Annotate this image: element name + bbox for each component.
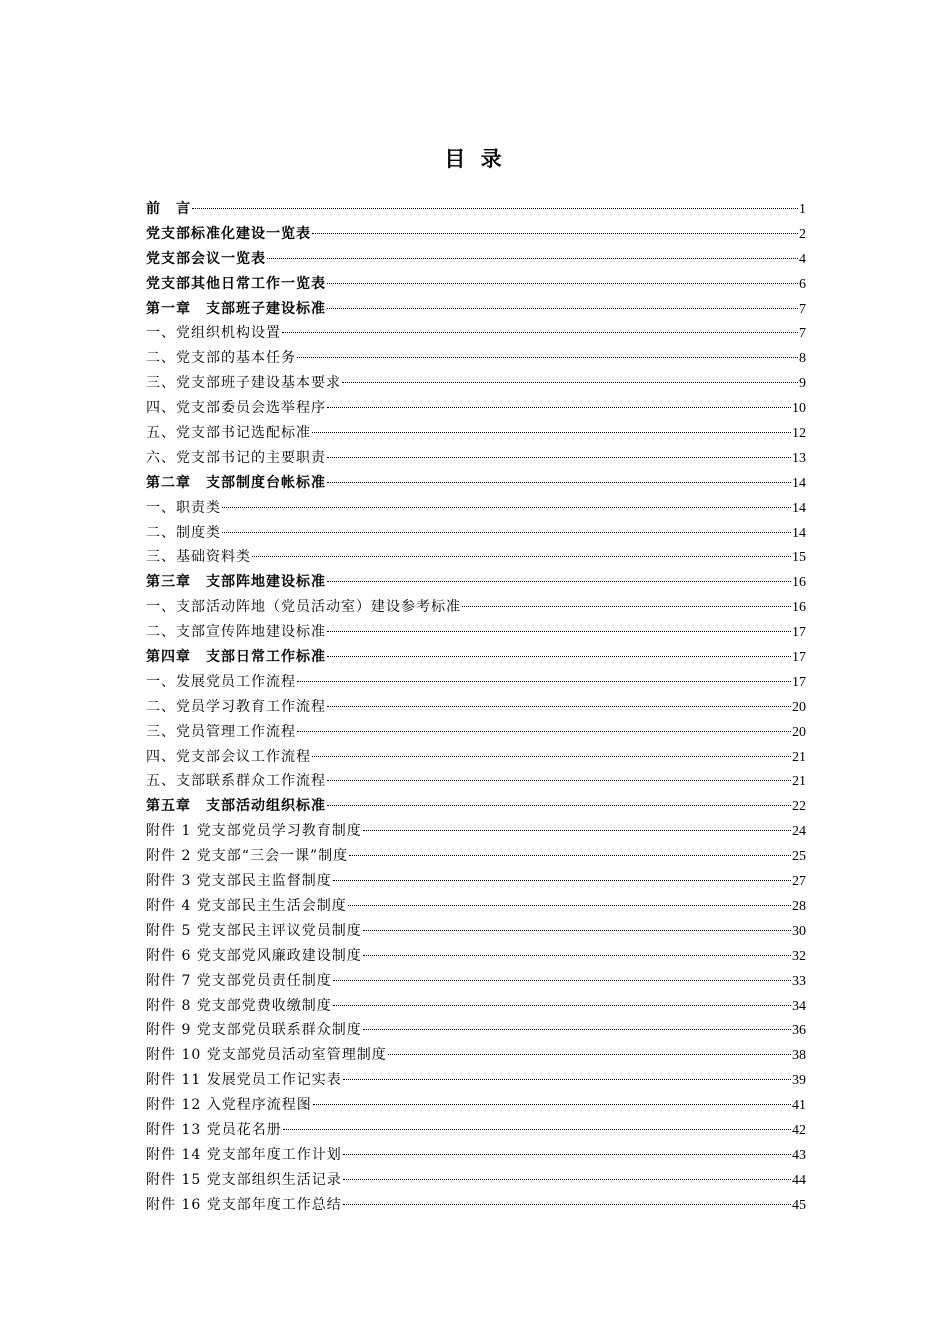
- toc-entry-page-number: 14: [792, 525, 806, 541]
- toc-entry-label: 附件 11 发展党员工作记实表: [146, 1072, 342, 1089]
- toc-entry[interactable]: [146, 396, 806, 421]
- toc-entry[interactable]: [146, 944, 806, 969]
- toc-entry[interactable]: [146, 545, 806, 570]
- toc-entry-label: 一、党组织机构设置: [146, 325, 281, 342]
- toc-dot-leader: [388, 1054, 791, 1055]
- toc-entry-page-number: 17: [792, 674, 806, 690]
- toc-entry-page-number: 6: [799, 276, 806, 292]
- toc-entry[interactable]: [146, 446, 806, 471]
- toc-entry-page-number: 30: [792, 923, 806, 939]
- toc-entry-label: 党支部标准化建设一览表: [146, 225, 311, 242]
- toc-dot-leader: [333, 1005, 791, 1006]
- toc-entry-label: 附件 14 党支部年度工作计划: [146, 1146, 342, 1163]
- toc-entry-label: 附件 1 党支部党员学习教育制度: [146, 823, 362, 840]
- toc-entry-label: 四、党支部委员会选举程序: [146, 400, 326, 417]
- toc-entry-page-number: 16: [792, 600, 806, 616]
- toc-entry-page-number: 39: [792, 1073, 806, 1089]
- toc-title: 目 录: [444, 146, 506, 171]
- toc-entry[interactable]: [146, 421, 806, 446]
- toc-entry-page-number: 8: [799, 351, 806, 367]
- toc-entry-page-number: 14: [792, 475, 806, 491]
- toc-entry-label: 二、制度类: [146, 524, 221, 541]
- toc-entry[interactable]: [146, 197, 806, 222]
- toc-entry[interactable]: [146, 994, 806, 1019]
- toc-entry-label: 附件 2 党支部“三会一课”制度: [146, 848, 349, 865]
- toc-entry[interactable]: [146, 720, 806, 745]
- toc-entry[interactable]: [146, 222, 806, 247]
- toc-entry-page-number: 9: [799, 376, 806, 392]
- toc-dot-leader: [192, 208, 798, 209]
- toc-dot-leader: [462, 606, 791, 607]
- toc-entry-page-number: 17: [792, 625, 806, 641]
- toc-entry-label: 六、党支部书记的主要职责: [146, 449, 326, 466]
- toc-entry[interactable]: [146, 794, 806, 819]
- toc-entry[interactable]: [146, 346, 806, 371]
- toc-entry[interactable]: [146, 496, 806, 521]
- toc-dot-leader: [222, 532, 791, 533]
- toc-entry[interactable]: [146, 321, 806, 346]
- toc-entry-label: 附件 16 党支部年度工作总结: [146, 1196, 342, 1213]
- toc-dot-leader: [267, 258, 798, 259]
- toc-dot-leader: [327, 308, 798, 309]
- toc-entry-page-number: 22: [792, 799, 806, 815]
- toc-entry-page-number: 12: [792, 426, 806, 442]
- toc-dot-leader: [327, 581, 791, 582]
- toc-entry-label: 附件 7 党支部党员责任制度: [146, 972, 332, 989]
- toc-entry[interactable]: [146, 919, 806, 944]
- toc-entry-label: 党支部其他日常工作一览表: [146, 275, 326, 292]
- toc-dot-leader: [297, 681, 791, 682]
- toc-dot-leader: [343, 1179, 791, 1180]
- toc-entry-label: 前 言: [146, 201, 191, 217]
- toc-dot-leader: [363, 830, 791, 831]
- toc-entry-page-number: 15: [792, 550, 806, 566]
- toc-entry-label: 附件 15 党支部组织生活记录: [146, 1171, 342, 1188]
- toc-dot-leader: [327, 706, 791, 707]
- toc-entry-page-number: 21: [792, 749, 806, 765]
- toc-entry-page-number: 1: [799, 202, 806, 217]
- toc-entry-page-number: 13: [792, 450, 806, 466]
- toc-dot-leader: [333, 880, 791, 881]
- toc-entry-label: 三、党员管理工作流程: [146, 723, 296, 740]
- toc-entry-label: 第五章 支部活动组织标准: [146, 798, 326, 815]
- toc-entry[interactable]: [146, 247, 806, 272]
- toc-dot-leader: [297, 357, 798, 358]
- toc-entry-label: 三、党支部班子建设基本要求: [146, 375, 341, 392]
- toc-dot-leader: [327, 407, 791, 408]
- toc-dot-leader: [343, 1154, 791, 1155]
- toc-entry-page-number: 45: [792, 1197, 806, 1213]
- toc-dot-leader: [313, 1104, 791, 1105]
- toc-entry-page-number: 38: [792, 1048, 806, 1064]
- toc-dot-leader: [282, 332, 798, 333]
- toc-entry-label: 二、党支部的基本任务: [146, 350, 296, 367]
- toc-entry-label: 二、支部宣传阵地建设标准: [146, 624, 326, 641]
- toc-dot-leader: [312, 233, 798, 234]
- toc-entry-page-number: 2: [799, 226, 806, 242]
- toc-entry[interactable]: [146, 769, 806, 794]
- toc-entry-page-number: 33: [792, 973, 806, 989]
- toc-entry-page-number: 28: [792, 898, 806, 914]
- toc-entry-label: 四、党支部会议工作流程: [146, 748, 311, 765]
- toc-entry-page-number: 32: [792, 948, 806, 964]
- toc-entry[interactable]: [146, 570, 806, 595]
- toc-dot-leader: [327, 656, 791, 657]
- toc-entry-label: 附件 4 党支部民主生活会制度: [146, 897, 347, 914]
- toc-dot-leader: [349, 855, 791, 856]
- toc-entry-page-number: 4: [799, 251, 806, 267]
- toc-entry-label: 一、支部活动阵地（党员活动室）建设参考标准: [146, 599, 461, 616]
- toc-entry[interactable]: [146, 1043, 806, 1068]
- toc-entry-page-number: 20: [792, 699, 806, 715]
- toc-entry-label: 第四章 支部日常工作标准: [146, 649, 326, 666]
- toc-entry[interactable]: [146, 894, 806, 919]
- toc-entry-label: 附件 8 党支部党费收缴制度: [146, 997, 332, 1014]
- toc-dot-leader: [327, 283, 798, 284]
- toc-entry[interactable]: [146, 670, 806, 695]
- toc-dot-leader: [343, 1204, 791, 1205]
- toc-entry[interactable]: [146, 297, 806, 322]
- toc-entry-label: 附件 5 党支部民主评议党员制度: [146, 922, 362, 939]
- toc-entry[interactable]: [146, 620, 806, 645]
- toc-dot-leader: [333, 980, 791, 981]
- toc-dot-leader: [327, 631, 791, 632]
- toc-entry-page-number: 17: [792, 650, 806, 666]
- toc-entry-page-number: 7: [799, 301, 806, 317]
- toc-entry[interactable]: [146, 645, 806, 670]
- toc-entry-page-number: 36: [792, 1023, 806, 1039]
- toc-entry-label: 第一章 支部班子建设标准: [146, 300, 326, 317]
- toc-entry[interactable]: [146, 371, 806, 396]
- toc-entry[interactable]: [146, 695, 806, 720]
- toc-entry[interactable]: [146, 1193, 806, 1218]
- toc-entry-label: 五、支部联系群众工作流程: [146, 773, 326, 790]
- toc-dot-leader: [343, 1079, 791, 1080]
- toc-entry-page-number: 25: [792, 849, 806, 865]
- toc-entry-label: 附件 10 党支部党员活动室管理制度: [146, 1047, 387, 1064]
- toc-dot-leader: [348, 905, 791, 906]
- toc-entry[interactable]: [146, 745, 806, 770]
- toc-dot-leader: [297, 731, 791, 732]
- toc-entry[interactable]: [146, 1068, 806, 1093]
- toc-entry-page-number: 16: [792, 575, 806, 591]
- toc-entry[interactable]: [146, 1118, 806, 1143]
- toc-entry-page-number: 43: [792, 1147, 806, 1163]
- toc-entry[interactable]: [146, 969, 806, 994]
- toc-dot-leader: [312, 432, 791, 433]
- toc-dot-leader: [327, 780, 791, 781]
- toc-entry[interactable]: [146, 1018, 806, 1043]
- toc-entry-page-number: 42: [792, 1122, 806, 1138]
- toc-dot-leader: [222, 507, 791, 508]
- toc-entry[interactable]: [146, 869, 806, 894]
- toc-dot-leader: [363, 955, 791, 956]
- toc-list: [146, 197, 806, 1218]
- toc-entry-label: 党支部会议一览表: [146, 250, 266, 267]
- toc-entry[interactable]: [146, 471, 806, 496]
- toc-entry-page-number: 41: [792, 1098, 806, 1114]
- toc-entry[interactable]: [146, 595, 806, 620]
- toc-entry-label: 二、党员学习教育工作流程: [146, 698, 326, 715]
- toc-dot-leader: [327, 805, 791, 806]
- toc-entry-page-number: 14: [792, 500, 806, 516]
- toc-dot-leader: [327, 457, 791, 458]
- toc-entry-page-number: 20: [792, 724, 806, 740]
- toc-dot-leader: [327, 482, 791, 483]
- toc-entry[interactable]: [146, 521, 806, 546]
- toc-dot-leader: [363, 930, 791, 931]
- toc-dot-leader: [252, 556, 791, 557]
- toc-entry-label: 第二章 支部制度台帐标准: [146, 474, 326, 491]
- toc-entry[interactable]: [146, 819, 806, 844]
- toc-entry-label: 三、基础资料类: [146, 549, 251, 566]
- toc-entry-label: 附件 13 党员花名册: [146, 1121, 282, 1138]
- toc-entry-page-number: 27: [792, 874, 806, 890]
- toc-entry-label: 附件 6 党支部党风廉政建设制度: [146, 947, 362, 964]
- toc-dot-leader: [283, 1129, 791, 1130]
- toc-dot-leader: [342, 382, 798, 383]
- toc-entry-page-number: 10: [792, 401, 806, 417]
- toc-entry-label: 五、党支部书记选配标准: [146, 425, 311, 442]
- toc-entry-page-number: 24: [792, 824, 806, 840]
- toc-dot-leader: [312, 756, 791, 757]
- toc-entry-page-number: 21: [792, 774, 806, 790]
- toc-entry-page-number: 7: [799, 326, 806, 342]
- toc-dot-leader: [363, 1029, 791, 1030]
- toc-entry-label: 附件 3 党支部民主监督制度: [146, 873, 332, 890]
- toc-entry-label: 一、发展党员工作流程: [146, 673, 296, 690]
- toc-entry-label: 附件 9 党支部党员联系群众制度: [146, 1022, 362, 1039]
- toc-entry-label: 一、职责类: [146, 499, 221, 516]
- toc-entry-label: 附件 12 入党程序流程图: [146, 1097, 312, 1114]
- toc-entry-page-number: 34: [792, 998, 806, 1014]
- toc-entry[interactable]: [146, 1143, 806, 1168]
- toc-entry[interactable]: [146, 844, 806, 869]
- toc-entry-label: 第三章 支部阵地建设标准: [146, 574, 326, 591]
- toc-entry-page-number: 44: [792, 1172, 806, 1188]
- toc-entry[interactable]: [146, 1093, 806, 1118]
- toc-entry[interactable]: [146, 1168, 806, 1193]
- toc-entry[interactable]: [146, 272, 806, 297]
